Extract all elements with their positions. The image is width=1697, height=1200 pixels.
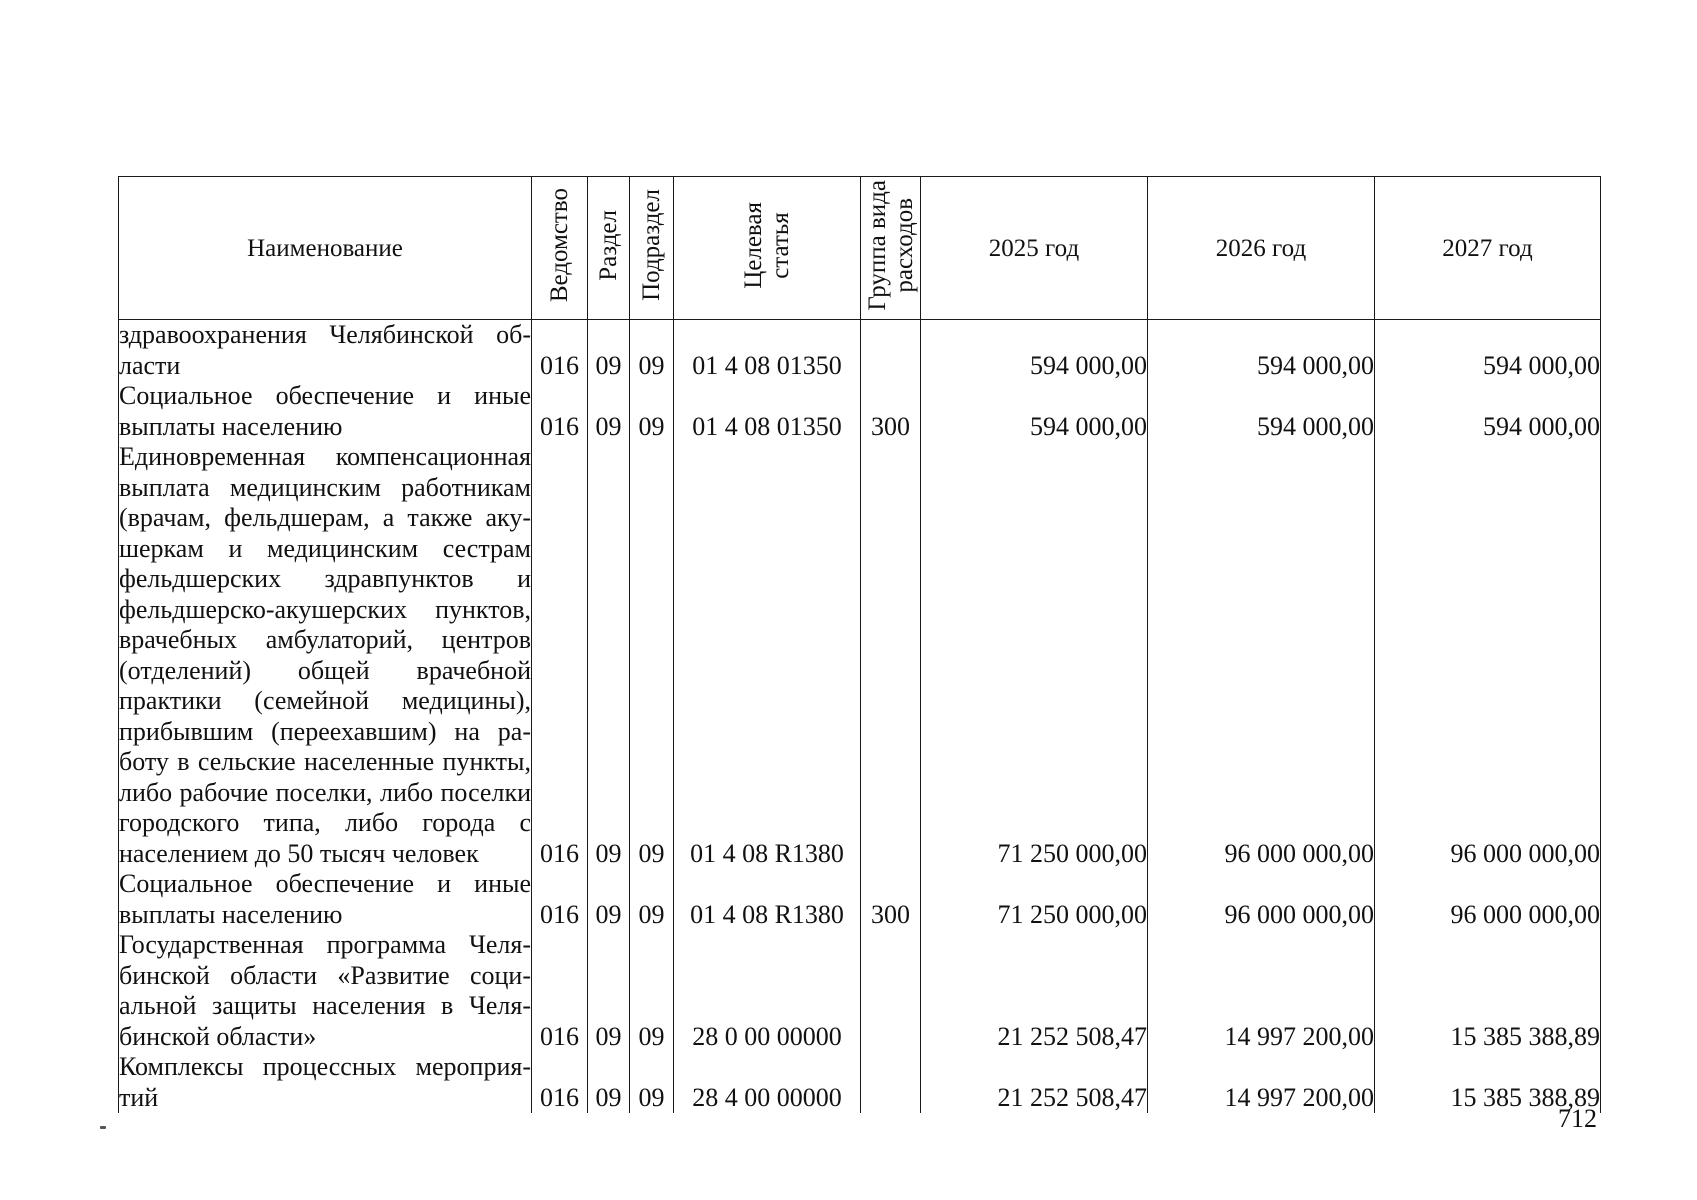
table-row xyxy=(119,1052,1601,1113)
row-department: 016 xyxy=(532,320,588,382)
row-subsection: 09 xyxy=(630,381,674,442)
row-amount-2027: 15 385 388,89 xyxy=(1375,930,1601,1052)
row-amount-2026: 594 000,00 xyxy=(1148,381,1375,442)
row-section: 09 xyxy=(588,1052,630,1113)
row-expense-group: 300 xyxy=(861,381,921,442)
row-department: 016 xyxy=(532,1052,588,1113)
row-section: 09 xyxy=(588,381,630,442)
row-name: Единовременная компенсационная выплата медицинским работникам (врачам, фельдшерам, а также акушеркам и медицинским сестрам фельдшерских здравпунктов и фельдшерско-акушерских пунктов, врачебных амбулаторий, центров (отделений) общей врачебной практики (семейной медицины), прибывшим (переехавшим) на работу в сельские населенные пункты, либо рабочие поселки, либо поселки городского типа, либо города с населением до 50 тысяч человек xyxy=(119,442,531,868)
row-amount-2027: 96 000 000,00 xyxy=(1375,869,1601,930)
row-name: Социальное обеспечение и иные выплаты населению xyxy=(119,381,531,441)
header-year-2025: 2025 год xyxy=(921,177,1148,320)
row-name: Государственная программа Челябинской области «Развитие социальной защиты населения в Челябинской области» xyxy=(119,930,531,1051)
row-name: Социальное обеспечение и иные выплаты населению xyxy=(119,869,531,929)
row-amount-2025: 21 252 508,47 xyxy=(921,930,1148,1052)
header-target-article xyxy=(674,177,861,320)
header-section: Раздел xyxy=(588,177,630,320)
row-amount-2026: 96 000 000,00 xyxy=(1148,442,1375,869)
row-amount-2026: 14 997 200,00 xyxy=(1148,1052,1375,1113)
budget-table xyxy=(118,176,1601,1113)
row-target-article: 28 4 00 00000 xyxy=(674,1052,861,1113)
table-row xyxy=(119,442,1601,869)
row-target-article: 28 0 00 00000 xyxy=(674,930,861,1052)
row-section: 09 xyxy=(588,442,630,869)
row-amount-2027: 594 000,00 xyxy=(1375,381,1601,442)
row-target-article: 01 4 08 01350 xyxy=(674,381,861,442)
row-target-article: 01 4 08 01350 xyxy=(674,320,861,382)
row-subsection: 09 xyxy=(630,320,674,382)
row-subsection: 09 xyxy=(630,869,674,930)
row-amount-2027: 15 385 388,89 xyxy=(1375,1052,1601,1113)
row-section: 09 xyxy=(588,930,630,1052)
row-section: 09 xyxy=(588,320,630,382)
row-amount-2026: 594 000,00 xyxy=(1148,320,1375,382)
header-year-2027: 2027 год xyxy=(1375,177,1601,320)
header-expense-group xyxy=(861,177,921,320)
row-expense-group xyxy=(861,1052,921,1113)
row-name: здравоохранения Челябинской области xyxy=(119,320,531,380)
row-name: Комплексы процессных мероприятий xyxy=(119,1052,531,1112)
row-department: 016 xyxy=(532,381,588,442)
row-department: 016 xyxy=(532,869,588,930)
table-header-row xyxy=(119,177,1601,320)
row-expense-group xyxy=(861,442,921,869)
row-expense-group: 300 xyxy=(861,869,921,930)
header-target-article-text: Целевая статья xyxy=(740,201,794,289)
table-row xyxy=(119,381,1601,442)
table-row xyxy=(119,320,1601,382)
row-amount-2027: 594 000,00 xyxy=(1375,320,1601,382)
row-subsection: 09 xyxy=(630,442,674,869)
row-amount-2025: 594 000,00 xyxy=(921,381,1148,442)
header-year-2026: 2026 год xyxy=(1148,177,1375,320)
row-subsection: 09 xyxy=(630,1052,674,1113)
header-name: Наименование xyxy=(119,177,532,320)
row-expense-group xyxy=(861,930,921,1052)
row-section: 09 xyxy=(588,869,630,930)
header-subsection: Подраздел xyxy=(630,177,674,320)
row-department: 016 xyxy=(532,442,588,869)
row-expense-group xyxy=(861,320,921,382)
row-subsection: 09 xyxy=(630,930,674,1052)
table-row xyxy=(119,869,1601,930)
row-amount-2026: 96 000 000,00 xyxy=(1148,869,1375,930)
row-target-article: 01 4 08 R1380 xyxy=(674,442,861,869)
row-amount-2025: 21 252 508,47 xyxy=(921,1052,1148,1113)
row-amount-2026: 14 997 200,00 xyxy=(1148,930,1375,1052)
scan-speck xyxy=(100,1126,106,1129)
header-expense-group-text: Группа вида расходов xyxy=(863,179,918,311)
row-amount-2027: 96 000 000,00 xyxy=(1375,442,1601,869)
header-department: Ведомство xyxy=(532,177,588,320)
row-target-article: 01 4 08 R1380 xyxy=(674,869,861,930)
row-amount-2025: 594 000,00 xyxy=(921,320,1148,382)
row-amount-2025: 71 250 000,00 xyxy=(921,442,1148,869)
table-row xyxy=(119,930,1601,1052)
row-amount-2025: 71 250 000,00 xyxy=(921,869,1148,930)
row-department: 016 xyxy=(532,930,588,1052)
page-number: 712 xyxy=(1558,1104,1597,1133)
